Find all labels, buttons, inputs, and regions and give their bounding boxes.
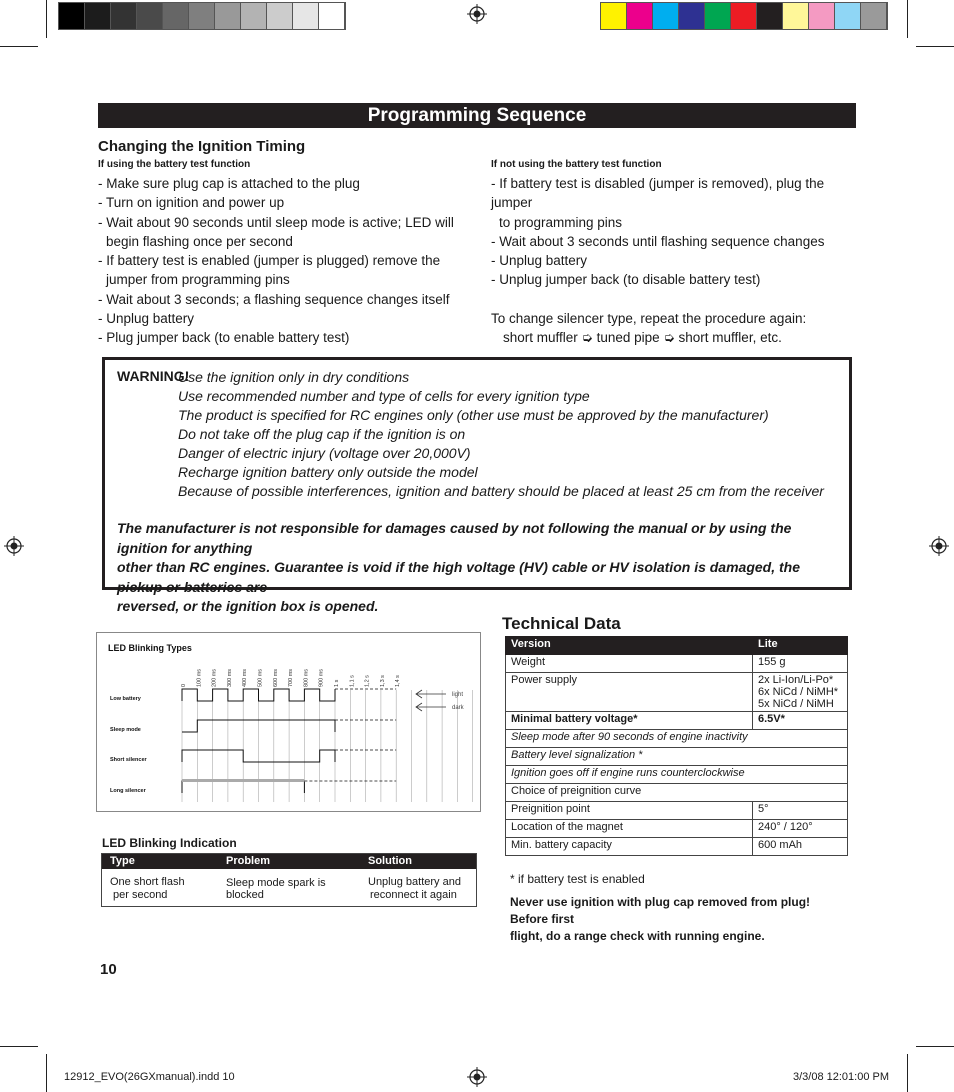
spec-value bbox=[753, 838, 848, 856]
crop-mark bbox=[0, 1046, 38, 1047]
problem-cell: Sleep mode spark is blocked bbox=[226, 877, 326, 901]
silencer-item: tuned pipe bbox=[596, 330, 660, 346]
crop-mark bbox=[916, 46, 954, 47]
type-cell bbox=[101, 869, 217, 909]
spec-value bbox=[753, 673, 848, 712]
led-blinking-chart bbox=[96, 632, 479, 810]
feature-cell: Ignition goes off if engine runs counterclockwise bbox=[506, 766, 848, 784]
note-line: Never use ignition with plug cap removed from plug! Before first bbox=[510, 895, 811, 926]
cell-line: per second bbox=[113, 889, 168, 901]
instruction-line: - Wait about 3 seconds until flashing sequence changes bbox=[491, 233, 825, 249]
table-row bbox=[506, 748, 848, 766]
color-swatch bbox=[241, 3, 267, 29]
crop-mark bbox=[907, 1054, 908, 1092]
page-title: Programming Sequence bbox=[98, 103, 856, 128]
warning-list bbox=[178, 368, 838, 501]
series-label: Sleep mode bbox=[110, 727, 141, 733]
instruction-line: jumper from programming pins bbox=[106, 272, 290, 288]
value-line: 6.5V* bbox=[758, 713, 785, 725]
registration-mark-icon bbox=[4, 536, 24, 556]
color-swatch bbox=[59, 3, 85, 29]
table-header-row bbox=[506, 637, 848, 655]
column-header: Type bbox=[101, 853, 217, 869]
legend-dark: dark bbox=[452, 705, 464, 711]
table-row bbox=[506, 673, 848, 712]
tick-label: 1 s bbox=[334, 679, 340, 687]
disclaimer bbox=[117, 519, 842, 617]
feature-cell: Choice of preignition curve bbox=[506, 784, 848, 802]
legend-light: light bbox=[452, 692, 464, 698]
safety-note bbox=[510, 894, 850, 945]
warning-line: The product is specified for RC engines only (other use must be approved by the manufacturer) bbox=[178, 407, 769, 423]
arrow-left-icon bbox=[416, 690, 446, 698]
color-swatch bbox=[267, 3, 293, 29]
tick-label: 1,4 s bbox=[395, 675, 402, 687]
crop-mark bbox=[0, 46, 38, 47]
process-color-bar bbox=[600, 2, 888, 30]
color-swatch bbox=[783, 3, 809, 29]
warning-line: Because of possible interferences, ignition and battery should be placed at least 25 cm from the receiver bbox=[178, 483, 824, 499]
color-swatch bbox=[861, 3, 887, 29]
tick-label: 1,3 s bbox=[379, 675, 386, 687]
instruction-line: - If battery test is enabled (jumper is plugged) remove the bbox=[98, 253, 441, 269]
value-line: 5° bbox=[758, 803, 769, 815]
crop-mark bbox=[907, 0, 908, 38]
color-swatch bbox=[731, 3, 757, 29]
series-waveform bbox=[182, 689, 335, 701]
value-line: 6x NiCd / NiMH* bbox=[758, 686, 839, 698]
solution-cell bbox=[359, 869, 477, 909]
color-swatch bbox=[293, 3, 319, 29]
table-row bbox=[506, 820, 848, 838]
silencer-item: short muffler bbox=[503, 330, 578, 346]
color-swatch bbox=[319, 3, 345, 29]
color-swatch bbox=[189, 3, 215, 29]
series-label: Short silencer bbox=[110, 757, 147, 763]
tick-label: 100 ms bbox=[196, 668, 203, 687]
crop-mark bbox=[916, 1046, 954, 1047]
color-swatch bbox=[653, 3, 679, 29]
technical-footnote: * if battery test is enabled bbox=[510, 872, 645, 886]
registration-mark-icon bbox=[467, 1067, 487, 1087]
warning-label: WARNING! bbox=[117, 368, 190, 384]
color-swatch bbox=[215, 3, 241, 29]
tick-label: 200 ms bbox=[211, 668, 218, 687]
spec-value bbox=[753, 655, 848, 673]
registration-mark-icon bbox=[929, 536, 949, 556]
value-line: 5x NiCd / NiMH bbox=[758, 698, 834, 710]
table-row bbox=[506, 802, 848, 820]
crop-mark bbox=[46, 0, 47, 38]
tick-label: 500 ms bbox=[257, 668, 264, 687]
crop-mark bbox=[46, 1054, 47, 1092]
indication-title: LED Blinking Indication bbox=[102, 836, 237, 850]
technical-heading: Technical Data bbox=[502, 614, 621, 633]
right-instructions bbox=[491, 174, 856, 348]
instruction-line: - Plug jumper back (to enable battery test) bbox=[98, 330, 350, 346]
tick-label: 400 ms bbox=[242, 668, 249, 687]
chart-title: LED Blinking Types bbox=[108, 643, 192, 653]
registration-mark-icon bbox=[467, 4, 487, 24]
grayscale-color-bar bbox=[58, 2, 346, 30]
ignition-heading: Changing the Ignition Timing bbox=[98, 138, 306, 155]
tick-label: 700 ms bbox=[288, 668, 295, 687]
color-swatch bbox=[627, 3, 653, 29]
table-header-row bbox=[101, 853, 477, 869]
warning-line: Use the ignition only in dry conditions bbox=[178, 369, 410, 385]
warning-line: Recharge ignition battery only outside the model bbox=[178, 464, 478, 480]
instruction-line: - If battery test is disabled (jumper is removed), plug the jumper bbox=[491, 176, 825, 211]
column-header: Problem bbox=[217, 853, 359, 869]
disclaimer-line: other than RC engines. Guarantee is void if the high voltage (HV) cable or HV isolation is damaged, the pickup or batteries are bbox=[117, 559, 800, 595]
silencer-sequence bbox=[491, 328, 856, 347]
cell-line: reconnect it again bbox=[370, 889, 457, 901]
tick-label: 600 ms bbox=[272, 668, 279, 687]
table-row bbox=[506, 784, 848, 802]
color-swatch bbox=[705, 3, 731, 29]
arrow-right-icon: ➭ bbox=[581, 330, 593, 346]
note-line: flight, do a range check with running engine. bbox=[510, 929, 765, 943]
color-swatch bbox=[163, 3, 189, 29]
color-swatch bbox=[835, 3, 861, 29]
color-swatch bbox=[679, 3, 705, 29]
color-swatch bbox=[601, 3, 627, 29]
indication-table bbox=[101, 853, 477, 909]
spec-label: Power supply bbox=[506, 673, 753, 712]
spec-label: Weight bbox=[506, 655, 753, 673]
feature-cell: Sleep mode after 90 seconds of engine inactivity bbox=[506, 730, 848, 748]
spec-value bbox=[753, 802, 848, 820]
spec-label: Location of the magnet bbox=[506, 820, 753, 838]
tick-label: 0 bbox=[181, 683, 187, 687]
silencer-intro: To change silencer type, repeat the procedure again: bbox=[491, 311, 807, 327]
value-line: 155 g bbox=[758, 656, 786, 668]
warning-line: Danger of electric injury (voltage over 20,000V) bbox=[178, 445, 471, 461]
spec-label: Minimal battery voltage* bbox=[506, 712, 753, 730]
value-line: 600 mAh bbox=[758, 839, 803, 851]
long-silencer-highlight bbox=[182, 779, 304, 782]
column-header: Solution bbox=[359, 853, 477, 869]
color-swatch bbox=[757, 3, 783, 29]
instruction-line: - Unplug battery bbox=[98, 311, 195, 327]
feature-cell: Battery level signalization * bbox=[506, 748, 848, 766]
instruction-line: - Make sure plug cap is attached to the plug bbox=[98, 176, 360, 191]
column-header: Version bbox=[506, 637, 753, 655]
instruction-line: - Unplug battery bbox=[491, 253, 588, 269]
left-subheading: If using the battery test function bbox=[98, 159, 251, 170]
tick-label: 1,1 s bbox=[349, 675, 356, 687]
value-line: 2x Li-Ion/Li-Po* bbox=[758, 674, 834, 686]
color-swatch bbox=[111, 3, 137, 29]
color-swatch bbox=[809, 3, 835, 29]
technical-data-table bbox=[505, 636, 848, 856]
series-label: Low battery bbox=[110, 696, 141, 702]
spec-value bbox=[753, 820, 848, 838]
page-number: 10 bbox=[100, 961, 117, 978]
column-header: Lite bbox=[753, 637, 848, 655]
table-row bbox=[506, 766, 848, 784]
arrow-right-icon: ➭ bbox=[663, 330, 675, 346]
cell-line: One short flash bbox=[110, 876, 185, 888]
cell-line: Unplug battery and bbox=[368, 876, 461, 888]
instruction-line: - Wait about 90 seconds until sleep mode is active; LED will bbox=[98, 214, 454, 230]
table-row bbox=[101, 869, 477, 909]
value-line: 240° / 120° bbox=[758, 821, 813, 833]
color-swatch bbox=[137, 3, 163, 29]
table-row bbox=[506, 655, 848, 673]
instruction-line: - Unplug jumper back (to disable battery test) bbox=[491, 272, 761, 288]
disclaimer-line: reversed, or the ignition box is opened. bbox=[117, 598, 379, 614]
color-swatch bbox=[85, 3, 111, 29]
warning-line: Do not take off the plug cap if the ignition is on bbox=[178, 426, 466, 442]
spec-value bbox=[753, 712, 848, 730]
table-row bbox=[506, 838, 848, 856]
tick-label: 900 ms bbox=[318, 668, 325, 687]
footer-filename: 12912_EVO(26GXmanual).indd 10 bbox=[64, 1071, 235, 1083]
tick-label: 1,2 s bbox=[364, 675, 371, 687]
instruction-line: begin flashing once per second bbox=[106, 233, 293, 249]
series-label: Long silencer bbox=[110, 788, 146, 794]
footer-date: 3/3/08 12:01:00 PM bbox=[793, 1071, 890, 1083]
table-row bbox=[506, 730, 848, 748]
right-subheading: If not using the battery test function bbox=[491, 159, 662, 170]
arrow-left-icon bbox=[416, 703, 446, 711]
instruction-line: - Turn on ignition and power up bbox=[98, 195, 285, 211]
tick-label: 300 ms bbox=[226, 668, 233, 687]
spec-label: Min. battery capacity bbox=[506, 838, 753, 856]
instruction-line: to programming pins bbox=[499, 214, 623, 230]
silencer-item: short muffler, etc. bbox=[678, 330, 782, 346]
disclaimer-line: The manufacturer is not responsible for damages caused by not following the manual or by using the ignition for anything bbox=[117, 520, 792, 556]
tick-label: 800 ms bbox=[303, 668, 310, 687]
instruction-line: - Wait about 3 seconds; a flashing sequence changes itself bbox=[98, 291, 450, 307]
spec-label: Preignition point bbox=[506, 802, 753, 820]
warning-line: Use recommended number and type of cells for every ignition type bbox=[178, 388, 590, 404]
table-row bbox=[506, 712, 848, 730]
left-instructions bbox=[98, 174, 478, 348]
